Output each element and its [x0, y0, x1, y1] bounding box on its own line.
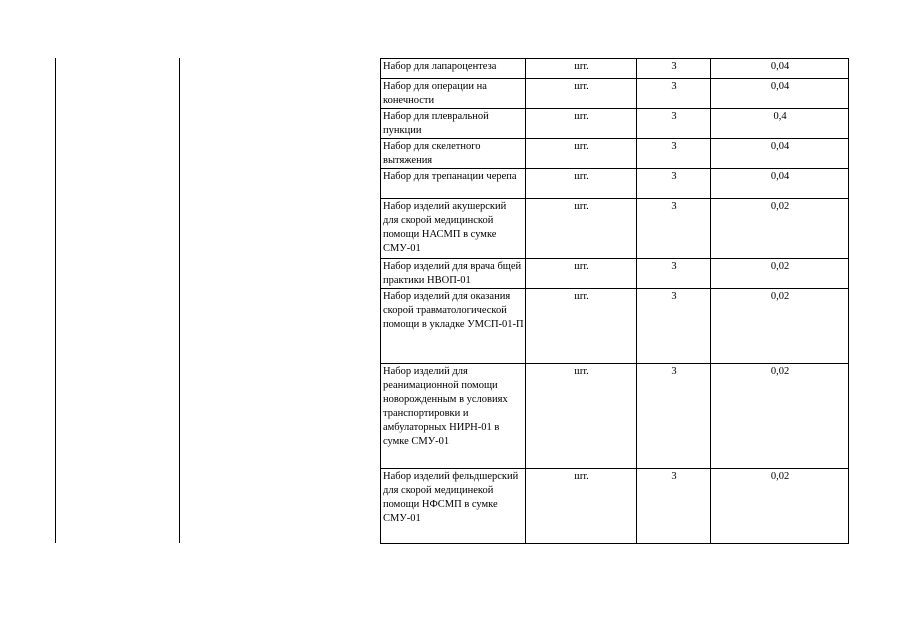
item-name: Набор изделий для реанимационной помощи новорожденным в условиях транспортировки и амбулаторных НИРН-01 в сумке СМУ-01: [381, 364, 526, 469]
item-name: Набор для операции на конечности: [381, 79, 526, 109]
item-unit: шт.: [526, 109, 637, 139]
table-row: [381, 79, 849, 109]
table-row: [381, 364, 849, 469]
table-row: [381, 289, 849, 364]
item-quantity: 3: [637, 109, 711, 139]
table-row: [381, 199, 849, 259]
item-value: 0,02: [711, 259, 849, 289]
table-row: [381, 139, 849, 169]
item-name: Набор для плевральной пункции: [381, 109, 526, 139]
item-quantity: 3: [637, 289, 711, 364]
table-row: [381, 259, 849, 289]
supplies-table: [380, 58, 849, 544]
item-value: 0,04: [711, 139, 849, 169]
item-unit: шт.: [526, 169, 637, 199]
item-value: 0,04: [711, 79, 849, 109]
item-value: 0,02: [711, 469, 849, 544]
item-unit: шт.: [526, 469, 637, 544]
item-quantity: 3: [637, 199, 711, 259]
item-value: 0,04: [711, 169, 849, 199]
item-quantity: 3: [637, 169, 711, 199]
left-column-border: [55, 58, 56, 543]
item-name: Набор изделий для врача бщей практики НВОП-01: [381, 259, 526, 289]
item-quantity: 3: [637, 59, 711, 79]
item-unit: шт.: [526, 139, 637, 169]
item-quantity: 3: [637, 469, 711, 544]
item-value: 0,4: [711, 109, 849, 139]
item-name: Набор для трепанации черепа: [381, 169, 526, 199]
item-unit: шт.: [526, 259, 637, 289]
item-value: 0,02: [711, 199, 849, 259]
item-value: 0,04: [711, 59, 849, 79]
item-quantity: 3: [637, 139, 711, 169]
item-unit: шт.: [526, 199, 637, 259]
item-name: Набор изделий акушерский для скорой медицинской помощи НАСМП в сумке СМУ-01: [381, 199, 526, 259]
table-row: [381, 109, 849, 139]
item-name: Набор изделий фельдшерский для скорой медицинекой помощи НФСМП в сумке СМУ-01: [381, 469, 526, 544]
item-value: 0,02: [711, 364, 849, 469]
item-name: Набор изделий для оказания скорой травматологической помощи в укладке УМСП-01-П: [381, 289, 526, 364]
table-row: [381, 59, 849, 79]
item-quantity: 3: [637, 79, 711, 109]
item-unit: шт.: [526, 59, 637, 79]
table-row: [381, 469, 849, 544]
item-unit: шт.: [526, 289, 637, 364]
table-row: [381, 169, 849, 199]
item-quantity: 3: [637, 364, 711, 469]
item-name: Набор для скелетного вытяжения: [381, 139, 526, 169]
item-unit: шт.: [526, 79, 637, 109]
middle-column-border: [179, 58, 180, 543]
item-unit: шт.: [526, 364, 637, 469]
item-quantity: 3: [637, 259, 711, 289]
item-name: Набор для лапароцентеза: [381, 59, 526, 79]
item-value: 0,02: [711, 289, 849, 364]
